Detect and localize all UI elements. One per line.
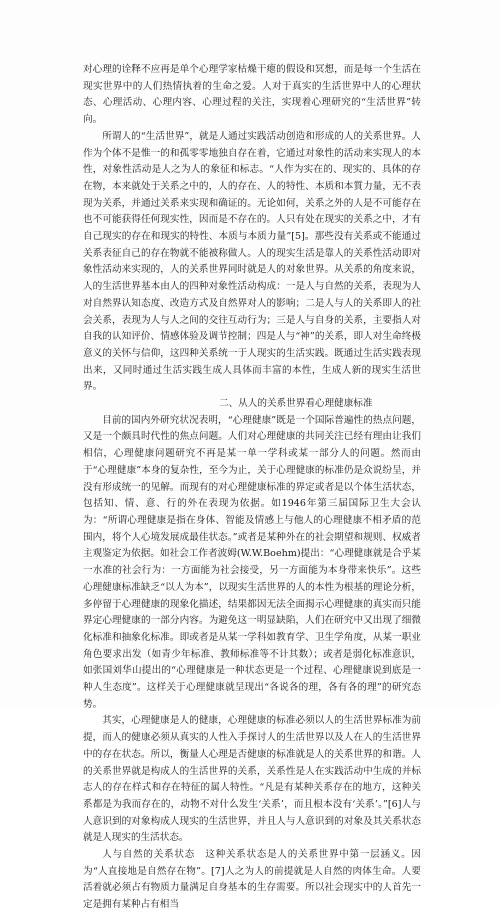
section-heading: 二、从人的关系世界看心理健康标准 bbox=[219, 398, 373, 410]
paragraph: 人与自然的关系状态 这种关系状态是人的关系世界中第一层涵义。因为“人直接地是自然存在物”。[7]人之为人的前提就是人自然的肉体生命。人要活着就必须占有物质力量满足自身基本的生存需要。所以社会现实中的人首先一定是拥有某种占有相当 bbox=[83, 849, 421, 911]
paragraph: 目前的国内外研究状况表明，“心理健康”既是一个国际普遍性的热点问题，又是一个颇具时代性的焦点问题。人们对心理健康的共同关注已经有理由让我们相信，心理健康问题研究不再是某一单一学科或某一部分人的问题。然而由于“心理健康”本身的复杂性，至今为止，关于心理健康的标准仍是众说纷呈，并没有形成统一的见解。而现有的对心理健康标准的界定或者是以个体生活状态，包括知、情、意、行的外在表现为依据。如1946年第三届国际卫生大会认为：“所谓心理健康是指在身体、智能及情感上与他人的心理健康不相矛盾的范围内，将个人心境发展成最佳状态。”或者是某种外在的社会期望和规则、权威者主观鉴定为依据。如社会工作者波姆(W.W.Boehm)提出：“心理健康就是合乎某一水准的社会行为：一方面能为社会接受，另一方面能为本身带来快乐”。这些心理健康标准缺乏“以人为本”，以现实生活世界的人的本性为根基的理论分析，多停留于心理健康的现象化描述，结果都因无法全面揭示心理健康的真实而只能界定心理健康的一部分内容。为避免这一明显缺陷，人们在研究中又出现了细微化标准和抽象化标准。即或者是从某一学科如教育学、卫生学角度，从某一职业角色要求出发（如青少年标准、教师标准等不计其数）；或者是弱化标准意识，如张国刘华山提出的“心理健康是一种状态更是一个过程、心理健康说到底是一种人生态度”。这样关于心理健康就呈现出“各说各的理，各有各的理”的研究态势。 bbox=[83, 414, 421, 710]
paragraph: 所谓人的“生活世界”，就是人通过实践活动创造和形成的人的关系世界。人作为个体不是惟一的和孤零零地独自存在着，它通过对象性的活动来实现人的本性，对象性活动是人之为人的象征和标志。“人作为实在的、现实的、具体的存在物，本来就处于关系之中的，人的存在、人的特性、本质和本質力量，无不表现为关系，并通过关系来实现和确证的。无论如何，关系之外的人是不可能存在也不可能获得任何现实性，因而是不存在的。人只有处在现实的关系之中，才有自己现实的存在和现实的特性、本质与本质力量”[5]。那些没有关系或不能通过关系表征自己的存在物就不能被称做人。人的现实生活是靠人的关系性活动即对象性活动来实现的，人的关系世界同时就是人的对象世界。从关系的角度来说，人的生活世界基本由人的四种对象性活动构成：一是人与自然的关系，表现为人对自然界认知态度、改造方式及自然界对人的影响；二是人与人的关系即人的社会关系，表现为人与人之间的交往互动行为；三是人与自身的关系，主要指人对自我的认知评价、情感体验及调节控制；四是人与“神”的关系，即人对生命终极意义的关怀与信仰，这四种关系统一于人现实的生活实践。既通过生活实践表现出来，又同时通过生活实践生成人具体而丰富的本性，生成人新的现实生活世界。 bbox=[83, 130, 421, 393]
paragraph: 对心理的诠释不应再是单个心理学家枯燥干瘪的假设和冥想，而是每一个生活在现实世界中的人们热情执着的生命之爱。人对于真实的生活世界中人的心理状态、心理活动、心理内容、心理过程的关注，实现着心理研究的“生活世界”转向。 bbox=[83, 64, 421, 126]
paragraph: 其实，心理健康是人的健康，心理健康的标准必须以人的生活世界标准为前提，而人的健康必须从真实的人性入手探讨人的生活世界以及人在人的生活世界中的存在状态。所以，衡量人心理是否健康的标准就是人的关系世界的和谐。人的关系世界就是构成人的生活世界的关系，关系性是人在实践活动中生成的并标志人的存在样式和存在特征的属人特性。“凡是有某种关系存在的地方，这种关系都是为我而存在的，动物不对什么发生‘关系’，而且根本没有‘关系’。”[6]人与人意识到的对象构成人现实的生活世界，并且人与人意识到的对象及其关系状态就是人现实的生活状态。 bbox=[83, 715, 421, 844]
document-body bbox=[83, 62, 421, 914]
